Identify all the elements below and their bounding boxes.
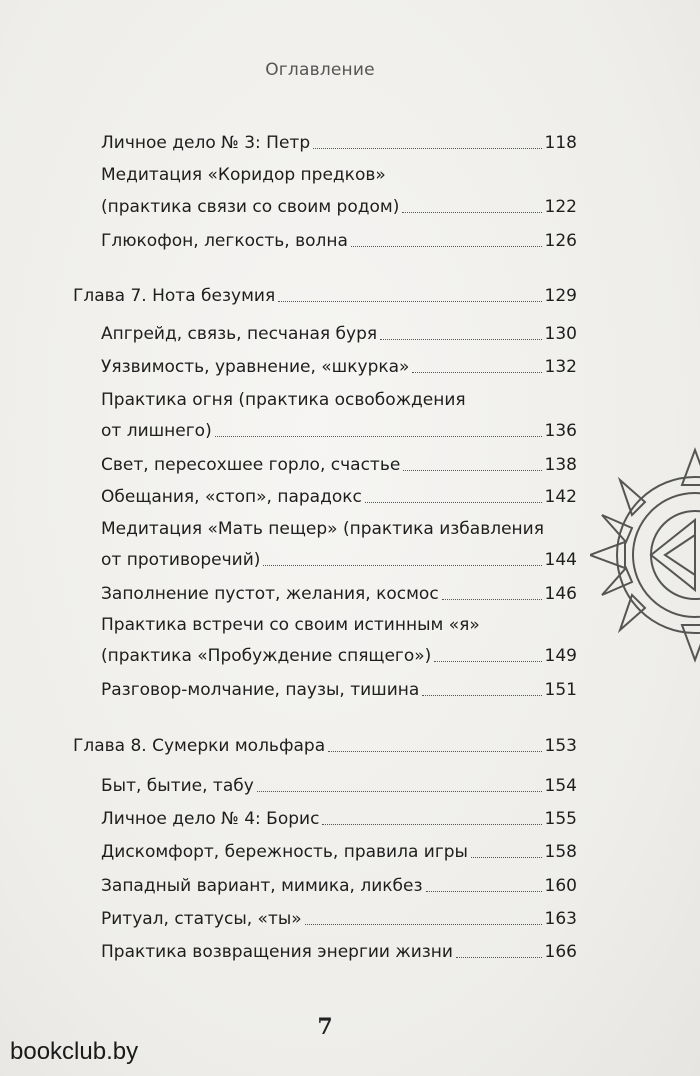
toc-entry-page: 151: [544, 680, 577, 700]
toc-entry: [101, 583, 577, 605]
toc-leader-dots: [403, 470, 541, 471]
toc-entry-title: Западный вариант, мимика, ликбез: [101, 876, 423, 896]
toc-entry: [101, 356, 577, 378]
toc-entry: [101, 875, 577, 897]
toc-entry-page: 126: [544, 231, 577, 251]
toc-leader-dots: [412, 372, 541, 373]
toc-entry-page: 136: [544, 421, 577, 441]
toc-entry-page: 130: [544, 324, 577, 344]
toc-chapter-title: Глава 7. Нота безумия: [73, 286, 276, 306]
toc-entry-page: 149: [544, 646, 577, 666]
toc-entry-page: 163: [544, 909, 577, 929]
toc-entry: [101, 196, 577, 218]
toc-entry-title: Практика встречи со своим истинным «я»: [101, 615, 480, 635]
toc-entry-page: 142: [544, 487, 577, 507]
toc-leader-dots: [471, 857, 542, 858]
toc-entry: [101, 420, 577, 442]
toc-entry-continuation: (практика связи со своим родом): [101, 197, 400, 217]
toc-leader-dots: [351, 246, 542, 247]
toc-entry-title: Свет, пересохшее горло, счастье: [101, 455, 401, 475]
toc-leader-dots: [422, 695, 541, 696]
toc-leader-dots: [365, 502, 542, 503]
toc-entry: [101, 132, 577, 154]
toc-entry: [101, 941, 577, 963]
toc-entry: [101, 486, 577, 508]
toc-entry-title: Глюкофон, легкость, волна: [101, 231, 348, 251]
toc-entry: [101, 549, 577, 571]
toc-entry-title: Разговор-молчание, паузы, тишина: [101, 680, 420, 700]
page-number: 7: [317, 1014, 333, 1040]
toc-entry-continuation: от лишнего): [101, 421, 212, 441]
toc-entry-page: 122: [544, 197, 577, 217]
toc-entry: [101, 323, 577, 345]
toc-leader-dots: [442, 599, 542, 600]
toc-entry-title: Дискомфорт, бережность, правила игры: [101, 842, 468, 862]
toc-entry: [101, 230, 577, 252]
toc-entry-title: Практика возвращения энергии жизни: [101, 942, 453, 962]
toc-entry-title: Медитация «Коридор предков»: [101, 165, 386, 185]
toc-entry-title: Апгрейд, связь, песчаная буря: [101, 324, 378, 344]
toc-entry-page: 155: [544, 809, 577, 829]
toc-entry-page: 138: [544, 455, 577, 475]
toc-entry-continuation: от противоречий): [101, 550, 261, 570]
toc-entry: [101, 645, 577, 667]
toc-entry: [101, 454, 577, 476]
toc-leader-dots: [402, 212, 541, 213]
toc-entry-page: 129: [544, 286, 577, 306]
toc-entry-page: 160: [544, 876, 577, 896]
toc-entry-page: 118: [544, 133, 577, 153]
toc-entry-page: 144: [544, 550, 577, 570]
toc-leader-dots: [426, 891, 542, 892]
toc-entry: [101, 679, 577, 701]
toc-entry-page: 154: [544, 776, 577, 796]
toc-entry-title: Заполнение пустот, желания, космос: [101, 584, 439, 604]
toc-entry: [101, 808, 577, 830]
toc-entry-page: 166: [544, 942, 577, 962]
page-header: Оглавление: [265, 60, 375, 80]
toc-entry: [101, 841, 577, 863]
toc-entry-title: Быт, бытие, табу: [101, 776, 254, 796]
toc-leader-dots: [278, 301, 541, 302]
toc-entry-title: Медитация «Мать пещер» (практика избавления: [101, 519, 544, 539]
toc-chapter-title: Глава 8. Сумерки мольфара: [73, 736, 326, 756]
toc-chapter-entry: [73, 735, 577, 757]
toc-chapter-entry: [73, 285, 577, 307]
toc-entry-page: 132: [544, 357, 577, 377]
toc-entry-title: Личное дело № 4: Борис: [101, 809, 320, 829]
toc-entry-continuation: (практика «Пробуждение спящего»): [101, 646, 432, 666]
toc-entry-title: Практика огня (практика освобождения: [101, 390, 466, 410]
toc-leader-dots: [313, 148, 541, 149]
toc-entry: [101, 775, 577, 797]
toc-entry-title: Ритуал, статусы, «ты»: [101, 909, 302, 929]
toc-leader-dots: [305, 924, 542, 925]
toc-entry-title: Личное дело № 3: Петр: [101, 133, 311, 153]
toc-leader-dots: [257, 791, 542, 792]
toc-leader-dots: [328, 751, 541, 752]
toc-entry-title: Уязвимость, уравнение, «шкурка»: [101, 357, 410, 377]
toc-leader-dots: [263, 565, 541, 566]
toc-leader-dots: [434, 661, 541, 662]
site-watermark: bookclub.by: [10, 1038, 139, 1065]
toc-entry: [101, 908, 577, 930]
toc-entry-title: Обещания, «стоп», парадокс: [101, 487, 362, 507]
toc-leader-dots: [322, 824, 541, 825]
toc-entry-page: 153: [544, 736, 577, 756]
toc-leader-dots: [456, 957, 542, 958]
toc-leader-dots: [215, 436, 542, 437]
toc-leader-dots: [380, 339, 541, 340]
toc-entry-page: 146: [544, 584, 577, 604]
toc-entry-page: 158: [544, 842, 577, 862]
